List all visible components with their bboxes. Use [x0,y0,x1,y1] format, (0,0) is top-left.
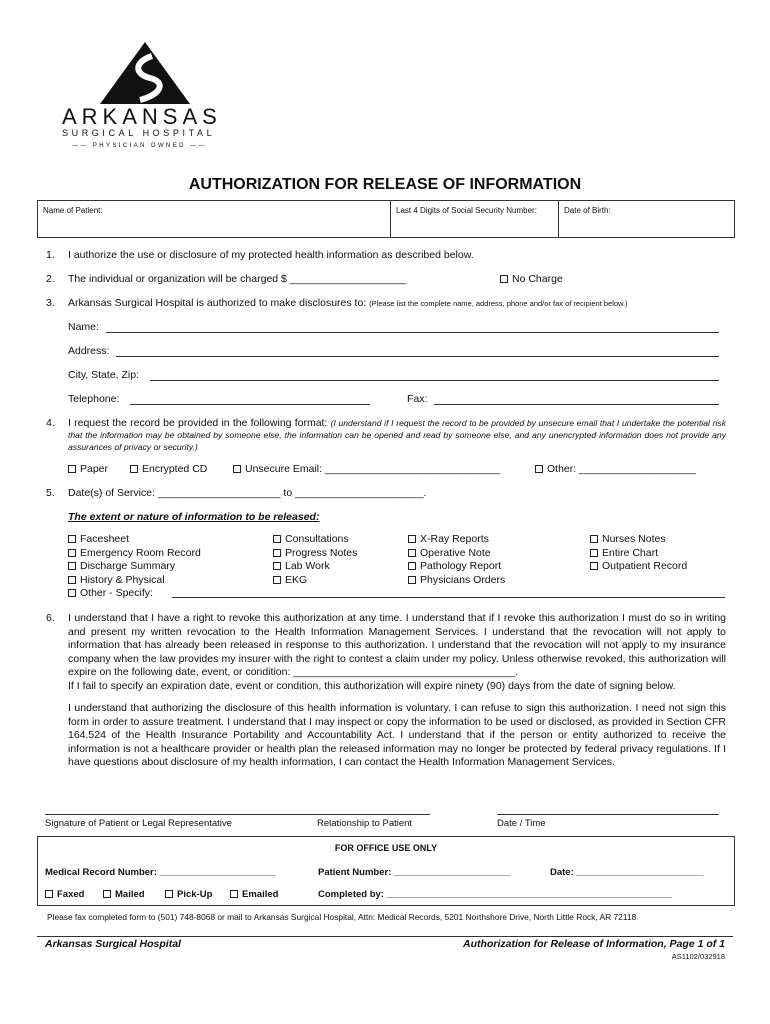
patient-number-field[interactable]: Patient Number: ______________________ [318,867,511,878]
emailed-checkbox[interactable]: Emailed [230,889,278,900]
footer-divider [37,936,733,937]
checkbox-icon [408,562,416,570]
checkbox-icon [273,549,281,557]
item-number: 4. [46,417,55,429]
item-6-paragraph-1: I understand that I have a right to revoke this authorization at any time. I understand that if I revoke this authorization I must do so in writing and present my written revocation to the Health Information Management Services. I understand that the revocation will not apply to information that has already been released in response to this authorization. I understand that the revocation will not apply to my insurance company when the law provides my insurer with the right to contest a claim under my policy. Unless otherwise revoked, this authorization will expire on the following date, event, or condition: ______________________________________. [68,612,726,678]
checkbox-icon [273,562,281,570]
recipient-telephone-line[interactable] [130,404,370,405]
recipient-name-label: Name: [68,321,99,333]
logo-subtitle: SURGICAL HOSPITAL [62,128,216,138]
info-checkbox[interactable]: Pathology Report [408,560,505,574]
signature-label: Signature of Patient or Legal Representative [45,818,232,829]
patient-info-box [37,200,735,238]
info-checkbox[interactable]: Discharge Summary [68,560,201,574]
dob-field[interactable]: Date of Birth: [558,201,734,237]
checkbox-icon [590,535,598,543]
checkbox-icon [68,465,76,473]
info-checkbox[interactable]: Emergency Room Record [68,547,201,561]
recipient-fax-label: Fax: [407,393,428,405]
recipient-fax-line[interactable] [434,404,719,405]
signature-line[interactable] [45,814,430,815]
info-checkbox[interactable]: Physicians Orders [408,574,505,588]
info-checkbox[interactable]: Entire Chart [590,547,687,561]
mailed-checkbox[interactable]: Mailed [103,889,145,900]
office-use-box [37,836,735,906]
item-4-text: I request the record be provided in the following format: (I understand if I request the record to be provided by unsecure email that I undertake the potential risk that the information may be obtained by someone else, the information can be opened and read by someone else, and any unencrypted information does not provide any assurances of privacy or security.) [68,417,726,452]
medical-record-number-field[interactable]: Medical Record Number: ______________________ [45,867,276,878]
recipient-city-label: City, State, Zip: [68,369,139,381]
checkbox-icon [590,549,598,557]
checkbox-icon [165,890,173,898]
item-6-expiration-note: If I fail to specify an expiration date, event or condition, this authorization will expire ninety (90) days from the date of signing below. [68,680,676,692]
checkbox-icon [408,549,416,557]
checkbox-icon [230,890,238,898]
format-encrypted-cd-checkbox[interactable]: Encrypted CD [130,463,207,475]
checkbox-icon [408,535,416,543]
dates-of-service[interactable]: Date(s) of Service: _____________________ to ______________________. [68,487,427,499]
checkbox-icon [130,465,138,473]
info-checkbox[interactable]: Operative Note [408,547,505,561]
info-checkbox[interactable]: Consultations [273,533,357,547]
logo-name: ARKANSAS [62,104,222,129]
item-number: 5. [46,487,55,499]
ssn-field[interactable]: Last 4 Digits of Social Security Number: [390,201,558,237]
item-number: 6. [46,612,55,624]
footer-page-info: Authorization for Release of Information, Page 1 of 1 [463,938,725,950]
info-checkbox[interactable]: Other - Specify: [68,587,201,601]
form-code: AS1102/032918 [671,952,725,961]
hospital-logo [50,38,240,156]
fax-instructions: Please fax completed form to (501) 748-8068 or mail to Arkansas Surgical Hospital, Attn: Medical Records, 5201 Northshore Drive, North Little Rock, AR 72118 [47,912,637,922]
info-checkbox[interactable]: Progress Notes [273,547,357,561]
info-checkbox[interactable]: EKG [273,574,357,588]
info-checkbox[interactable]: History & Physical [68,574,201,588]
office-use-heading: FOR OFFICE USE ONLY [334,843,438,853]
pickup-checkbox[interactable]: Pick-Up [165,889,212,900]
format-paper-checkbox[interactable]: Paper [68,463,108,475]
item-number: 3. [46,297,55,309]
checkbox-icon [68,589,76,597]
checkbox-icon [68,549,76,557]
date-time-label: Date / Time [497,818,546,829]
info-col-1 [68,533,201,601]
recipient-address-label: Address: [68,345,110,357]
recipient-telephone-label: Telephone: [68,393,120,405]
completed-by-field[interactable]: Completed by: ______________________________________________________ [318,889,672,900]
checkbox-icon [590,562,598,570]
form-title: AUTHORIZATION FOR RELEASE OF INFORMATION [188,176,582,193]
info-checkbox[interactable]: Nurses Notes [590,533,687,547]
item-number: 1. [46,249,55,261]
checkbox-icon [408,576,416,584]
recipient-name-line[interactable] [106,332,719,333]
no-charge-checkbox[interactable]: No Charge [500,273,563,285]
extent-heading: The extent or nature of information to be released: [68,511,320,523]
info-col-3 [408,533,505,587]
faxed-checkbox[interactable]: Faxed [45,889,84,900]
recipient-city-line[interactable] [150,380,719,381]
item-2-text[interactable]: The individual or organization will be charged $ ____________________ [68,273,407,285]
info-col-4 [590,533,687,574]
format-other-checkbox[interactable]: Other: ____________________ [535,463,696,475]
office-date-field[interactable]: Date: ________________________ [550,867,704,878]
relationship-label: Relationship to Patient [317,818,413,829]
checkbox-icon [68,535,76,543]
checkbox-icon [45,890,53,898]
checkbox-icon [535,465,543,473]
checkbox-icon [68,576,76,584]
info-checkbox[interactable]: Lab Work [273,560,357,574]
date-time-line[interactable] [497,814,719,815]
footer-hospital-name: Arkansas Surgical Hospital [45,938,181,950]
item-6-paragraph-2: I understand that authorizing the disclosure of this health information is voluntary. I can refuse to sign this authorization. I need not sign this form in order to assure treatment. I understand that I may inspect or copy the information to be used or disclosed, as provided in Section CFR 164.524 of the Health Insurance Portability and Accountability Act. I understand that if the person or entity authorized to receive the information is not a healthcare provider or health plan the released information may no longer be protected by federal privacy regulations. If I have questions about disclosure of my health information, I can contact the Health Information Management Services. [68,702,726,768]
logo-tagline: —— PHYSICIAN OWNED —— [72,143,207,149]
checkbox-icon [273,535,281,543]
checkbox-icon [500,275,508,283]
info-col-2 [273,533,357,587]
checkbox-icon [273,576,281,584]
item-3-text: Arkansas Surgical Hospital is authorized to make disclosures to: (Please list the complete name, address, phone and/or fax of recipient below.) [68,297,628,309]
checkbox-icon [233,465,241,473]
other-specify-line[interactable] [172,597,725,598]
checkbox-icon [68,562,76,570]
info-checkbox[interactable]: X-Ray Reports [408,533,505,547]
item-number: 2. [46,273,55,285]
item-1-text: I authorize the use or disclosure of my protected health information as described below. [68,249,474,261]
recipient-address-line[interactable] [116,356,719,357]
info-checkbox[interactable]: Outpatient Record [590,560,687,574]
patient-name-field[interactable]: Name of Patient: [43,206,103,215]
format-unsecure-email-checkbox[interactable]: Unsecure Email: ______________________________ [233,463,500,475]
info-checkbox[interactable]: Facesheet [68,533,201,547]
mountain-logo-icon [50,38,240,108]
checkbox-icon [103,890,111,898]
